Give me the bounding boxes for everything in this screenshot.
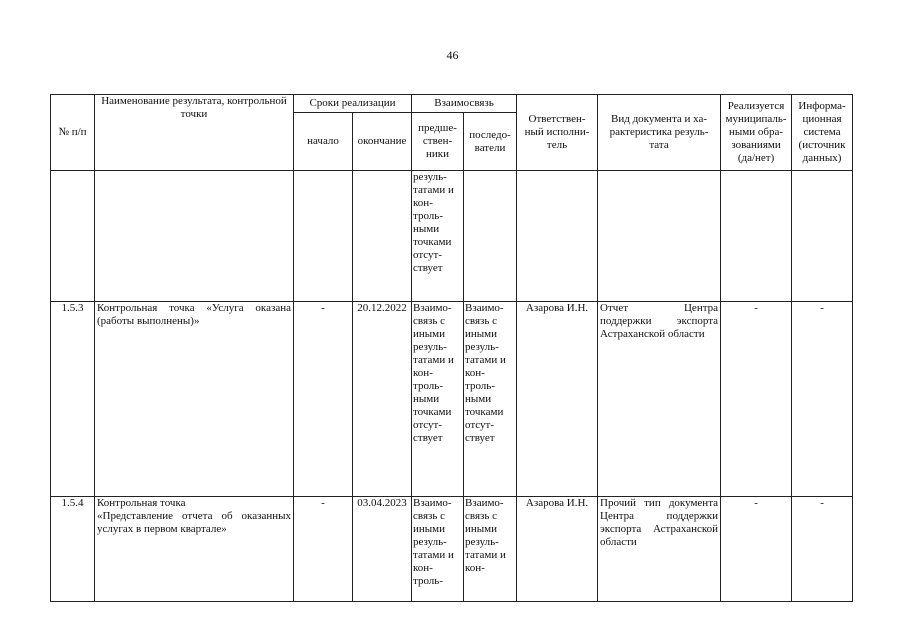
row-municipal: - — [721, 302, 792, 497]
header-responsible: Ответствен- ный исполни- тель — [517, 95, 598, 171]
row-info-system: - — [792, 497, 853, 602]
row-predecessors: Взаимо- связь с иными резуль- татами и кон- троль- — [412, 497, 464, 602]
row-successors: Взаимо- связь с иными резуль- татами и кон- — [464, 497, 517, 602]
header-link: Взаимосвязь — [412, 95, 517, 113]
row-end: 03.04.2023 — [353, 497, 412, 602]
row-end: 20.12.2022 — [353, 302, 412, 497]
row-start — [294, 171, 353, 302]
row-name — [95, 171, 294, 302]
page-number: 46 — [446, 48, 459, 62]
header-predecessors: предше- ствен- ники — [412, 113, 464, 171]
row-num: 1.5.3 — [51, 302, 95, 497]
header-document: Вид документа и ха- рактеристика резуль- тата — [598, 95, 721, 171]
row-info-system: - — [792, 302, 853, 497]
table-row — [51, 302, 853, 497]
row-municipal — [721, 171, 792, 302]
row-predecessors: резуль- татами и кон- троль- ными точками отсут- ствует — [412, 171, 464, 302]
row-name: Контрольная точка «Представление отчета об оказанных услугах в первом квартале» — [95, 497, 294, 602]
row-end — [353, 171, 412, 302]
row-num: 1.5.4 — [51, 497, 95, 602]
row-successors — [464, 171, 517, 302]
row-responsible: Азарова И.Н. — [517, 497, 598, 602]
header-municipal: Реализуется муниципаль- ными обра- зованиями (да/нет) — [721, 95, 792, 171]
header-name: Наименование результата, контрольной точки — [95, 95, 294, 171]
table-row — [51, 497, 853, 602]
row-document: Отчет Центра поддержки экспорта Астраханской области — [598, 302, 721, 497]
row-start: - — [294, 497, 353, 602]
header-end: окончание — [353, 113, 412, 171]
header-row-1 — [51, 95, 853, 113]
row-predecessors: Взаимо- связь с иными резуль- татами и кон- троль- ными точками отсут- ствует — [412, 302, 464, 497]
plan-table — [50, 94, 853, 602]
row-document — [598, 171, 721, 302]
header-successors: последо- ватели — [464, 113, 517, 171]
header-start: начало — [294, 113, 353, 171]
header-info-system: Информа- ционная система (источник данных) — [792, 95, 853, 171]
row-start: - — [294, 302, 353, 497]
header-num: № п/п — [51, 95, 95, 171]
row-municipal: - — [721, 497, 792, 602]
row-name: Контрольная точка «Услуга оказана (работы выполнены)» — [95, 302, 294, 497]
table-row — [51, 171, 853, 302]
row-info-system — [792, 171, 853, 302]
row-responsible: Азарова И.Н. — [517, 302, 598, 497]
row-num — [51, 171, 95, 302]
row-successors: Взаимо- связь с иными резуль- татами и кон- троль- ными точками отсут- ствует — [464, 302, 517, 497]
row-document: Прочий тип документа Центра поддержки экспорта Астраханской области — [598, 497, 721, 602]
row-responsible — [517, 171, 598, 302]
header-terms: Сроки реализации — [294, 95, 412, 113]
